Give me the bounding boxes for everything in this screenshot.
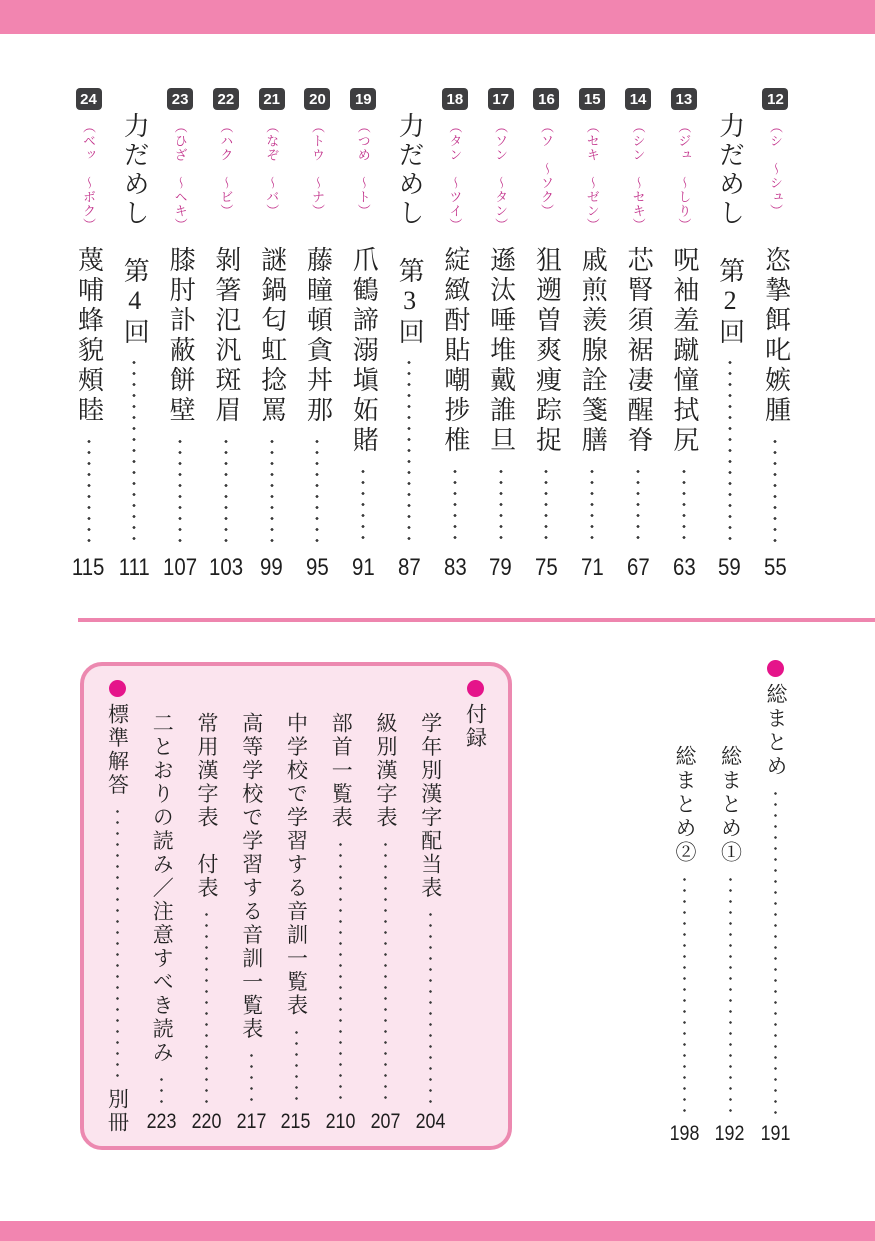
strength-test-label: 力だめし 第3回	[395, 112, 425, 347]
toc-entry-17	[478, 88, 523, 582]
appendix-item	[186, 680, 228, 1134]
reading-range-label: （ひざ 〜ヘキ）	[172, 120, 188, 232]
appendix-item	[409, 680, 451, 1134]
toc-entry-13	[661, 88, 706, 582]
lesson-number-badge: 13	[671, 88, 697, 110]
lesson-number-badge: 20	[304, 88, 330, 110]
dot-leader-icon	[384, 839, 387, 1104]
dot-leader-icon	[295, 1027, 298, 1104]
toc-test-column	[112, 88, 157, 582]
lesson-number-badge: 12	[762, 88, 788, 110]
page-number: 87	[397, 554, 421, 581]
appendix-item-label: 二とおりの読み／注意すべき読み	[150, 712, 175, 1065]
appendix-item	[320, 680, 362, 1134]
dot-leader-icon	[683, 874, 686, 1115]
strength-test-label: 力だめし 第4回	[120, 112, 150, 347]
toc-entry-14	[616, 88, 661, 582]
page-number: 217	[236, 1110, 267, 1133]
reading-range-label: （ハク 〜ビ）	[218, 120, 234, 218]
reading-range-label: （ベッ 〜ボク）	[81, 120, 96, 232]
top-pink-band	[0, 0, 875, 34]
lesson-number-badge: 15	[579, 88, 605, 110]
page-number: 210	[325, 1110, 356, 1133]
kanji-list: 藤瞳頓貪丼那	[303, 246, 333, 426]
toc-entry-22	[203, 88, 248, 582]
page-number: 91	[351, 554, 375, 581]
page-number: 111	[118, 554, 150, 581]
toc-test-column	[387, 88, 432, 582]
toc-entry-15	[570, 88, 615, 582]
appendix-header-label: 付録	[463, 703, 488, 750]
reading-range-label: （タン 〜ツイ）	[447, 120, 463, 232]
dot-leader-icon	[682, 466, 686, 546]
toc-entry-16	[524, 88, 569, 582]
lesson-number-badge: 18	[442, 88, 468, 110]
page-number: 107	[163, 554, 198, 581]
toc-entry-23	[158, 88, 203, 582]
page-number: 207	[370, 1110, 401, 1133]
kanji-list: 芯腎須裾凄醒脊	[624, 246, 654, 456]
page-number: 55	[764, 554, 787, 581]
kanji-list: 剝箸氾汎斑眉	[211, 246, 241, 426]
dot-leader-icon	[132, 357, 136, 546]
page-number: 204	[415, 1110, 446, 1133]
section-bullet-icon	[467, 680, 484, 697]
toc-entry-21	[249, 88, 294, 582]
kanji-list: 狙遡曽爽痩踪捉	[532, 246, 562, 456]
dot-leader-icon	[315, 436, 319, 546]
page-number: 215	[281, 1110, 311, 1133]
page-number: 99	[260, 554, 284, 581]
reading-range-label: （ソ 〜ソク）	[538, 120, 554, 218]
page-number: 95	[306, 554, 329, 581]
summary-entry	[753, 660, 798, 1146]
reading-range-label: （ソン 〜タン）	[493, 120, 509, 232]
dot-leader-icon	[87, 436, 91, 546]
page-number: 115	[72, 554, 105, 581]
lesson-number-badge: 16	[533, 88, 559, 110]
reading-range-label: （つめ 〜ト）	[355, 120, 371, 218]
page-number: 191	[760, 1122, 791, 1145]
appendix-item-label: 常用漢字表 付表	[195, 712, 219, 900]
dot-leader-icon	[774, 788, 777, 1115]
dot-leader-icon	[270, 436, 274, 546]
dot-leader-icon	[361, 466, 365, 546]
lesson-number-badge: 21	[259, 88, 285, 110]
appendix-item-label: 級別漢字表	[374, 712, 398, 830]
lesson-number-badge: 19	[350, 88, 376, 110]
dot-leader-icon	[178, 436, 182, 546]
dot-leader-icon	[499, 466, 503, 546]
reading-range-label: （トウ 〜ナ）	[309, 120, 325, 218]
appendix-item	[275, 680, 317, 1134]
dot-leader-icon	[636, 466, 640, 546]
appendix-item-label: 中学校で学習する音訓一覧表	[284, 712, 309, 1018]
kanji-list: 戚煎羨腺詮箋膳	[578, 246, 608, 456]
bottom-pink-band	[0, 1221, 875, 1241]
kanji-list: 爪鶴諦溺塡妬賭	[349, 246, 379, 456]
reading-range-label: （シ 〜シュ）	[767, 120, 783, 218]
dot-leader-icon	[728, 357, 732, 546]
dot-leader-icon	[773, 436, 777, 546]
lesson-number-badge: 24	[76, 88, 102, 110]
dot-leader-icon	[407, 357, 411, 546]
appendix-header-column	[454, 680, 496, 1134]
summary-section	[662, 660, 798, 1146]
section-bullet-icon	[109, 680, 126, 697]
dot-leader-icon	[590, 466, 594, 546]
reading-range-label: （セキ 〜ゼン）	[584, 120, 600, 232]
page-number: 79	[489, 554, 513, 581]
dot-leader-icon	[729, 874, 732, 1115]
reading-range-label: （なぞ 〜バ）	[264, 120, 280, 218]
dot-leader-icon	[205, 909, 208, 1103]
lesson-number-badge: 23	[167, 88, 193, 110]
toc-entry-12	[753, 88, 798, 582]
lesson-number-badge: 17	[488, 88, 514, 110]
toc-test-column	[707, 88, 752, 582]
page-number: 192	[715, 1122, 745, 1145]
summary-label: 総まとめ①	[718, 745, 743, 865]
section-bullet-icon	[767, 660, 784, 677]
lesson-number-badge: 22	[213, 88, 239, 110]
appendix-item	[230, 680, 272, 1134]
page-number: 220	[191, 1110, 222, 1133]
page-number: 71	[580, 554, 604, 581]
summary-entry	[662, 660, 707, 1146]
page-number: 75	[535, 554, 558, 581]
page-number: 198	[669, 1122, 700, 1145]
summary-label: 総まとめ	[764, 683, 788, 779]
kanji-list: 恣摯餌叱嫉腫	[761, 246, 791, 426]
summary-label: 総まとめ②	[673, 745, 697, 865]
section-divider-rule	[78, 618, 875, 622]
appendix-item	[141, 680, 183, 1134]
page-number: 223	[146, 1110, 177, 1133]
appendix-item-label: 部首一覧表	[329, 712, 354, 830]
kanji-list: 呪袖羞蹴憧拭尻	[669, 246, 699, 456]
dot-leader-icon	[429, 909, 432, 1103]
toc-entry-18	[432, 88, 477, 582]
appendix-item	[365, 680, 407, 1134]
appendix-item-label: 学年別漢字配当表	[418, 712, 443, 900]
dot-leader-icon	[224, 436, 228, 546]
lesson-number-badge: 14	[625, 88, 651, 110]
kanji-list: 膝肘訃蔽餅壁	[166, 246, 196, 426]
dot-leader-icon	[160, 1074, 163, 1104]
dot-leader-icon	[339, 839, 342, 1104]
reading-range-label: （シン 〜セキ）	[630, 120, 646, 232]
dot-leader-icon	[544, 466, 548, 546]
standard-answers-column	[96, 680, 138, 1134]
appendix-item-label: 高等学校で学習する音訓一覧表	[239, 712, 264, 1041]
dot-leader-icon	[116, 806, 119, 1081]
dot-leader-icon	[250, 1050, 253, 1103]
standard-answers-label: 標準解答	[105, 703, 130, 797]
page-number: 67	[626, 554, 650, 581]
page-number: 83	[443, 554, 467, 581]
kanji-list: 綻緻酎貼嘲捗椎	[440, 246, 470, 456]
appendix-box	[80, 662, 512, 1150]
lesson-toc-columns	[66, 88, 798, 582]
page-number: 103	[208, 554, 243, 581]
toc-entry-20	[295, 88, 340, 582]
separate-volume-label: 別冊	[105, 1088, 130, 1134]
summary-entry	[708, 660, 753, 1146]
page-number: 59	[718, 554, 741, 581]
toc-entry-24	[66, 88, 111, 582]
reading-range-label: （ジュ 〜しり）	[676, 120, 692, 232]
kanji-list: 遜汰唾堆戴誰旦	[486, 246, 516, 456]
dot-leader-icon	[453, 466, 457, 546]
strength-test-label: 力だめし 第2回	[715, 112, 745, 347]
toc-entry-19	[341, 88, 386, 582]
kanji-list: 謎鍋匂虹捻罵	[257, 246, 287, 426]
kanji-list: 蔑哺蜂貌頰睦	[74, 246, 104, 426]
page-number: 63	[672, 554, 696, 581]
